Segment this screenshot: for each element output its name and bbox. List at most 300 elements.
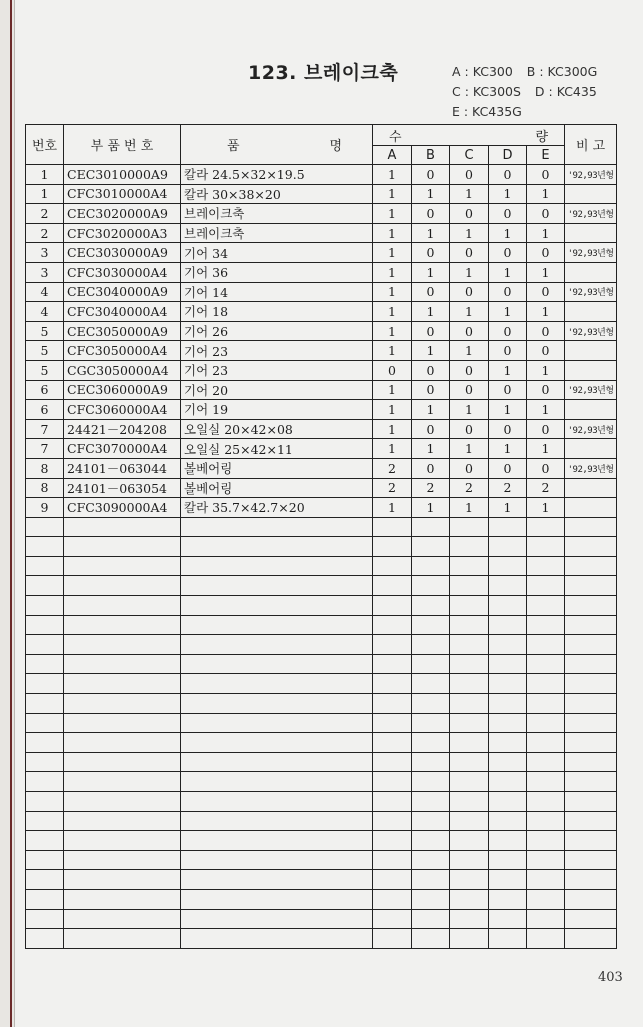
empty-cell — [527, 831, 565, 851]
model-legend — [452, 62, 597, 122]
part-name: 기어 34 — [181, 243, 373, 263]
qty-b: 2 — [412, 478, 450, 498]
binding-line — [10, 0, 12, 1027]
empty-cell — [412, 909, 450, 929]
empty-cell — [527, 870, 565, 890]
empty-cell — [26, 537, 64, 557]
empty-cell — [489, 537, 527, 557]
qty-b: 0 — [412, 165, 450, 185]
empty-cell — [450, 674, 489, 694]
empty-cell — [373, 694, 412, 714]
empty-cell — [373, 909, 412, 929]
remark: '92,93년형 — [565, 321, 617, 341]
empty-cell — [64, 752, 181, 772]
table-row — [26, 419, 617, 439]
qty-c: 1 — [450, 400, 489, 420]
table-row — [26, 282, 617, 302]
header-name — [181, 125, 373, 165]
empty-row — [26, 772, 617, 792]
remark: '92,93년형 — [565, 243, 617, 263]
qty-a: 1 — [373, 282, 412, 302]
qty-a: 1 — [373, 262, 412, 282]
empty-cell — [489, 831, 527, 851]
part-name: 기어 18 — [181, 302, 373, 322]
empty-cell — [489, 752, 527, 772]
empty-row — [26, 556, 617, 576]
qty-e: 0 — [527, 458, 565, 478]
header-col-d: D — [489, 146, 527, 165]
empty-row — [26, 654, 617, 674]
empty-cell — [489, 850, 527, 870]
empty-cell — [373, 654, 412, 674]
header-remark: 비 고 — [565, 125, 617, 165]
qty-d: 0 — [489, 282, 527, 302]
part-name: 기어 36 — [181, 262, 373, 282]
empty-cell — [64, 870, 181, 890]
empty-cell — [26, 733, 64, 753]
empty-cell — [489, 576, 527, 596]
part-name: 기어 23 — [181, 341, 373, 361]
empty-cell — [373, 674, 412, 694]
empty-cell — [412, 831, 450, 851]
qty-e: 0 — [527, 282, 565, 302]
empty-cell — [450, 694, 489, 714]
empty-cell — [181, 772, 373, 792]
table-row — [26, 262, 617, 282]
empty-cell — [181, 615, 373, 635]
empty-row — [26, 929, 617, 949]
qty-b: 1 — [412, 341, 450, 361]
empty-cell — [565, 733, 617, 753]
model-code: E : KC435G — [452, 104, 522, 119]
qty-b: 0 — [412, 380, 450, 400]
empty-cell — [489, 517, 527, 537]
empty-cell — [489, 615, 527, 635]
part-name: 오일실 20×42×08 — [181, 419, 373, 439]
empty-cell — [565, 713, 617, 733]
empty-cell — [450, 909, 489, 929]
qty-e: 1 — [527, 498, 565, 518]
qty-b: 1 — [412, 302, 450, 322]
qty-d: 0 — [489, 243, 527, 263]
qty-e: 1 — [527, 223, 565, 243]
qty-a: 1 — [373, 204, 412, 224]
parts-table — [25, 124, 617, 949]
empty-cell — [450, 929, 489, 949]
empty-cell — [527, 909, 565, 929]
header-col-b: B — [412, 146, 450, 165]
empty-cell — [373, 615, 412, 635]
empty-cell — [412, 674, 450, 694]
page-title: 123. 브레이크축 — [248, 62, 399, 84]
qty-c: 1 — [450, 498, 489, 518]
empty-cell — [181, 889, 373, 909]
table-row — [26, 204, 617, 224]
empty-cell — [450, 752, 489, 772]
empty-cell — [489, 772, 527, 792]
part-name: 기어 19 — [181, 400, 373, 420]
row-no: 4 — [26, 302, 64, 322]
empty-cell — [26, 811, 64, 831]
table-row — [26, 165, 617, 185]
part-number: CEC3050000A9 — [64, 321, 181, 341]
empty-cell — [412, 654, 450, 674]
empty-cell — [450, 517, 489, 537]
qty-d: 0 — [489, 458, 527, 478]
table-row — [26, 341, 617, 361]
empty-cell — [64, 576, 181, 596]
qty-c: 0 — [450, 165, 489, 185]
qty-d: 0 — [489, 165, 527, 185]
empty-row — [26, 596, 617, 616]
empty-cell — [527, 694, 565, 714]
remark — [565, 478, 617, 498]
empty-cell — [527, 752, 565, 772]
empty-cell — [373, 850, 412, 870]
qty-c: 0 — [450, 243, 489, 263]
remark — [565, 360, 617, 380]
table-row — [26, 458, 617, 478]
table-row — [26, 380, 617, 400]
table-row — [26, 360, 617, 380]
qty-e: 1 — [527, 262, 565, 282]
qty-d: 2 — [489, 478, 527, 498]
qty-a: 1 — [373, 223, 412, 243]
remark — [565, 498, 617, 518]
empty-cell — [450, 811, 489, 831]
part-name: 칼라 30×38×20 — [181, 184, 373, 204]
part-number: CFC3070000A4 — [64, 439, 181, 459]
empty-cell — [26, 831, 64, 851]
empty-cell — [181, 674, 373, 694]
empty-cell — [26, 635, 64, 655]
remark: '92,93년형 — [565, 419, 617, 439]
qty-d: 1 — [489, 184, 527, 204]
empty-cell — [26, 889, 64, 909]
empty-cell — [373, 733, 412, 753]
empty-cell — [565, 889, 617, 909]
empty-cell — [26, 576, 64, 596]
qty-c: 1 — [450, 184, 489, 204]
empty-cell — [373, 792, 412, 812]
part-name: 볼베어링 — [181, 478, 373, 498]
empty-cell — [565, 831, 617, 851]
empty-cell — [489, 792, 527, 812]
qty-d: 0 — [489, 341, 527, 361]
qty-e: 0 — [527, 419, 565, 439]
empty-cell — [565, 556, 617, 576]
remark — [565, 262, 617, 282]
row-no: 7 — [26, 419, 64, 439]
empty-cell — [26, 674, 64, 694]
empty-cell — [450, 870, 489, 890]
empty-cell — [489, 870, 527, 890]
empty-cell — [412, 889, 450, 909]
remark — [565, 184, 617, 204]
empty-cell — [181, 733, 373, 753]
part-number: CEC3040000A9 — [64, 282, 181, 302]
empty-cell — [565, 576, 617, 596]
qty-a: 1 — [373, 184, 412, 204]
model-code: A : KC300 — [452, 64, 513, 79]
empty-cell — [565, 615, 617, 635]
model-code: C : KC300S — [452, 84, 521, 99]
empty-cell — [64, 596, 181, 616]
empty-cell — [64, 635, 181, 655]
qty-e: 0 — [527, 243, 565, 263]
empty-cell — [181, 556, 373, 576]
empty-cell — [489, 654, 527, 674]
remark: '92,93년형 — [565, 165, 617, 185]
qty-b: 0 — [412, 204, 450, 224]
part-number: 24101－063044 — [64, 458, 181, 478]
qty-e: 0 — [527, 204, 565, 224]
empty-cell — [527, 654, 565, 674]
empty-cell — [412, 517, 450, 537]
qty-e: 0 — [527, 380, 565, 400]
part-number: CEC3010000A9 — [64, 165, 181, 185]
table-body — [26, 165, 617, 949]
empty-cell — [565, 694, 617, 714]
empty-cell — [412, 752, 450, 772]
empty-cell — [64, 517, 181, 537]
empty-cell — [412, 576, 450, 596]
remark: '92,93년형 — [565, 282, 617, 302]
part-name: 볼베어링 — [181, 458, 373, 478]
part-number: CFC3050000A4 — [64, 341, 181, 361]
header-qty-left: 수 — [389, 130, 402, 145]
qty-d: 1 — [489, 360, 527, 380]
empty-cell — [64, 811, 181, 831]
empty-cell — [565, 811, 617, 831]
empty-cell — [26, 654, 64, 674]
qty-a: 1 — [373, 302, 412, 322]
empty-cell — [181, 596, 373, 616]
empty-cell — [450, 792, 489, 812]
qty-e: 1 — [527, 400, 565, 420]
row-no: 9 — [26, 498, 64, 518]
empty-cell — [450, 654, 489, 674]
qty-b: 1 — [412, 184, 450, 204]
row-no: 8 — [26, 458, 64, 478]
empty-cell — [373, 811, 412, 831]
empty-cell — [26, 929, 64, 949]
empty-cell — [565, 537, 617, 557]
empty-cell — [412, 713, 450, 733]
empty-cell — [450, 635, 489, 655]
empty-cell — [26, 556, 64, 576]
empty-cell — [527, 596, 565, 616]
empty-row — [26, 674, 617, 694]
table-row — [26, 498, 617, 518]
empty-cell — [527, 713, 565, 733]
qty-a: 0 — [373, 360, 412, 380]
part-name: 기어 14 — [181, 282, 373, 302]
empty-row — [26, 537, 617, 557]
part-name: 칼라 35.7×42.7×20 — [181, 498, 373, 518]
empty-cell — [565, 850, 617, 870]
empty-cell — [373, 537, 412, 557]
empty-cell — [565, 674, 617, 694]
empty-cell — [527, 517, 565, 537]
empty-row — [26, 752, 617, 772]
empty-cell — [450, 596, 489, 616]
qty-a: 1 — [373, 498, 412, 518]
qty-e: 1 — [527, 439, 565, 459]
empty-cell — [64, 889, 181, 909]
empty-cell — [26, 870, 64, 890]
empty-cell — [64, 674, 181, 694]
header-quantity — [373, 125, 565, 146]
empty-cell — [565, 752, 617, 772]
qty-c: 2 — [450, 478, 489, 498]
qty-a: 2 — [373, 478, 412, 498]
table-row — [26, 439, 617, 459]
table-row — [26, 478, 617, 498]
row-no: 6 — [26, 380, 64, 400]
empty-cell — [450, 850, 489, 870]
part-name: 기어 20 — [181, 380, 373, 400]
header-part-no: 부 품 번 호 — [64, 125, 181, 165]
part-number: CFC3010000A4 — [64, 184, 181, 204]
empty-cell — [565, 870, 617, 890]
empty-cell — [412, 615, 450, 635]
empty-cell — [64, 850, 181, 870]
page-number: 403 — [598, 970, 623, 985]
empty-cell — [181, 811, 373, 831]
row-no: 6 — [26, 400, 64, 420]
part-number: CEC3020000A9 — [64, 204, 181, 224]
empty-row — [26, 615, 617, 635]
empty-cell — [527, 537, 565, 557]
qty-b: 0 — [412, 419, 450, 439]
header-no: 번호 — [26, 125, 64, 165]
qty-d: 1 — [489, 400, 527, 420]
model-legend-row — [452, 102, 597, 122]
qty-d: 0 — [489, 419, 527, 439]
row-no: 5 — [26, 341, 64, 361]
remark — [565, 400, 617, 420]
part-name: 브레이크축 — [181, 223, 373, 243]
empty-cell — [26, 909, 64, 929]
qty-b: 1 — [412, 400, 450, 420]
table-row — [26, 302, 617, 322]
empty-cell — [181, 850, 373, 870]
empty-cell — [527, 635, 565, 655]
empty-cell — [64, 929, 181, 949]
part-number: CEC3030000A9 — [64, 243, 181, 263]
empty-cell — [412, 792, 450, 812]
empty-cell — [489, 811, 527, 831]
qty-d: 0 — [489, 204, 527, 224]
qty-a: 1 — [373, 341, 412, 361]
qty-b: 1 — [412, 262, 450, 282]
remark: '92,93년형 — [565, 458, 617, 478]
header-col-e: E — [527, 146, 565, 165]
empty-row — [26, 909, 617, 929]
empty-cell — [412, 850, 450, 870]
empty-cell — [373, 929, 412, 949]
empty-cell — [64, 792, 181, 812]
empty-cell — [412, 694, 450, 714]
model-code: D : KC435 — [534, 84, 597, 99]
qty-b: 0 — [412, 458, 450, 478]
qty-b: 0 — [412, 321, 450, 341]
empty-cell — [373, 576, 412, 596]
part-name: 기어 23 — [181, 360, 373, 380]
qty-c: 1 — [450, 439, 489, 459]
qty-a: 1 — [373, 439, 412, 459]
part-number: CFC3020000A3 — [64, 223, 181, 243]
qty-a: 1 — [373, 243, 412, 263]
empty-cell — [527, 674, 565, 694]
empty-cell — [489, 733, 527, 753]
qty-d: 1 — [489, 262, 527, 282]
empty-cell — [373, 752, 412, 772]
empty-cell — [181, 929, 373, 949]
empty-cell — [412, 772, 450, 792]
empty-cell — [565, 635, 617, 655]
empty-cell — [412, 733, 450, 753]
empty-cell — [565, 909, 617, 929]
qty-c: 0 — [450, 204, 489, 224]
qty-b: 1 — [412, 439, 450, 459]
empty-row — [26, 713, 617, 733]
empty-cell — [373, 889, 412, 909]
qty-e: 0 — [527, 341, 565, 361]
empty-cell — [373, 596, 412, 616]
part-number: CEC3060000A9 — [64, 380, 181, 400]
qty-e: 1 — [527, 184, 565, 204]
empty-cell — [450, 713, 489, 733]
empty-cell — [565, 772, 617, 792]
row-no: 5 — [26, 360, 64, 380]
part-name: 칼라 24.5×32×19.5 — [181, 165, 373, 185]
qty-e: 0 — [527, 321, 565, 341]
empty-cell — [412, 596, 450, 616]
empty-cell — [489, 694, 527, 714]
part-number: CFC3090000A4 — [64, 498, 181, 518]
empty-cell — [64, 909, 181, 929]
empty-cell — [373, 831, 412, 851]
empty-row — [26, 694, 617, 714]
empty-cell — [527, 576, 565, 596]
qty-b: 1 — [412, 223, 450, 243]
qty-a: 1 — [373, 165, 412, 185]
part-number: CGC3050000A4 — [64, 360, 181, 380]
empty-cell — [450, 889, 489, 909]
row-no: 4 — [26, 282, 64, 302]
qty-a: 1 — [373, 400, 412, 420]
binding-edge — [0, 0, 15, 1027]
empty-row — [26, 733, 617, 753]
empty-cell — [565, 596, 617, 616]
empty-cell — [181, 694, 373, 714]
empty-cell — [450, 576, 489, 596]
remark — [565, 341, 617, 361]
empty-cell — [26, 792, 64, 812]
qty-b: 0 — [412, 282, 450, 302]
empty-cell — [489, 556, 527, 576]
qty-c: 1 — [450, 341, 489, 361]
empty-cell — [64, 537, 181, 557]
qty-a: 1 — [373, 419, 412, 439]
empty-row — [26, 792, 617, 812]
row-no: 8 — [26, 478, 64, 498]
qty-c: 1 — [450, 262, 489, 282]
empty-cell — [565, 654, 617, 674]
empty-cell — [489, 596, 527, 616]
